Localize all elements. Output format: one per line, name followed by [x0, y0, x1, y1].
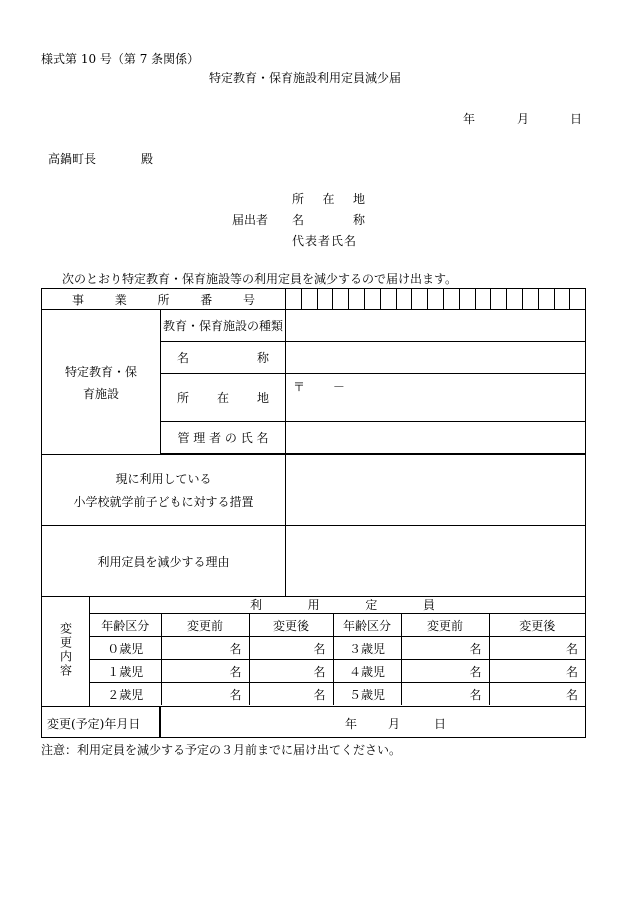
measures-label: 現に利用している 小学校就学前子どもに対する措置	[42, 455, 286, 526]
after-input[interactable]: 名	[249, 660, 333, 683]
after-input[interactable]: 名	[249, 637, 333, 660]
reason-label: 利用定員を減少する理由	[42, 526, 286, 597]
age-label: ２歳児	[90, 683, 161, 706]
manager-label: 管 理 者 の 氏 名	[161, 422, 286, 454]
facility-type-label: 教育・保育施設の種類	[161, 310, 286, 342]
application-table	[41, 288, 586, 738]
col-header-age-left: 年齢区分	[90, 614, 161, 637]
postal-dash: －	[332, 380, 345, 394]
capacity-row	[90, 637, 585, 660]
capacity-table	[90, 598, 585, 705]
measures-row	[42, 455, 586, 526]
measures-input[interactable]	[286, 455, 586, 526]
before-input[interactable]: 名	[161, 637, 249, 660]
change-date-label: 変更(予定)年月日	[47, 717, 141, 731]
after-input[interactable]: 名	[489, 637, 585, 660]
capacity-row	[90, 683, 585, 706]
office-number-label: 事 業 所 番 号	[42, 289, 286, 310]
office-number-digit-boxes	[286, 289, 585, 309]
col-header-after-right: 変更後	[489, 614, 585, 637]
before-input[interactable]: 名	[161, 683, 249, 706]
facility-name-input[interactable]	[286, 342, 586, 374]
change-date-month[interactable]: 月	[388, 717, 401, 731]
age-label: １歳児	[90, 660, 161, 683]
change-date-day[interactable]: 日	[434, 717, 447, 731]
before-input[interactable]: 名	[401, 683, 489, 706]
date-month-label: 月	[517, 112, 530, 126]
before-input[interactable]: 名	[161, 660, 249, 683]
facility-name-label: 名 称	[161, 342, 286, 374]
applicant-address-label: 所 在 地	[292, 192, 365, 206]
change-date-cell	[47, 707, 586, 738]
after-input[interactable]: 名	[489, 683, 585, 706]
col-header-before-left: 変更前	[161, 614, 249, 637]
change-date-row	[42, 707, 586, 738]
note-text: 注意：利用定員を減少する予定の３月前までに届け出てください。	[41, 743, 402, 757]
capacity-row	[90, 660, 585, 683]
intro-text: 次のとおり特定教育・保育施設等の利用定員を減少するので届け出ます。	[62, 272, 458, 286]
honorific: 殿	[141, 152, 154, 166]
capacity-area	[90, 597, 586, 707]
date-year-label: 年	[463, 112, 476, 126]
postal-mark: 〒	[293, 380, 306, 394]
col-header-age-right: 年齢区分	[333, 614, 401, 637]
col-header-after-left: 変更後	[249, 614, 333, 637]
before-input[interactable]: 名	[401, 660, 489, 683]
facility-group-label: 特定教育・保 育施設	[42, 310, 161, 455]
age-label: ０歳児	[90, 637, 161, 660]
form-title: 特定教育・保育施設利用定員減少届	[209, 71, 402, 85]
addressee: 高鍋町長	[48, 152, 97, 166]
capacity-header-row	[90, 598, 585, 614]
manager-input[interactable]	[286, 422, 586, 454]
applicant-label: 届出者	[232, 213, 269, 227]
change-date-year[interactable]: 年	[345, 717, 358, 731]
before-input[interactable]: 名	[401, 637, 489, 660]
after-input[interactable]: 名	[489, 660, 585, 683]
applicant-name-label: 名 称	[292, 213, 365, 227]
date-day-label: 日	[570, 112, 583, 126]
applicant-rep-label: 代表者氏名	[292, 234, 358, 248]
change-content-row	[42, 597, 586, 707]
facility-address-input[interactable]	[286, 374, 586, 422]
office-number-input[interactable]	[286, 289, 586, 310]
capacity-column-headers	[90, 614, 585, 637]
facility-type-row	[42, 310, 586, 342]
after-input[interactable]: 名	[249, 683, 333, 706]
age-label: ３歳児	[333, 637, 401, 660]
change-content-label: 変更内容	[42, 597, 90, 707]
form-number: 様式第 10 号（第 7 条関係）	[41, 52, 200, 66]
col-header-before-right: 変更前	[401, 614, 489, 637]
reason-input[interactable]	[286, 526, 586, 597]
capacity-header: 利 用 定 員	[90, 598, 585, 614]
office-number-row	[42, 289, 586, 310]
facility-address-label: 所 在 地	[161, 374, 286, 422]
age-label: ４歳児	[333, 660, 401, 683]
reason-row	[42, 526, 586, 597]
age-label: ５歳児	[333, 683, 401, 706]
facility-type-input[interactable]	[286, 310, 586, 342]
